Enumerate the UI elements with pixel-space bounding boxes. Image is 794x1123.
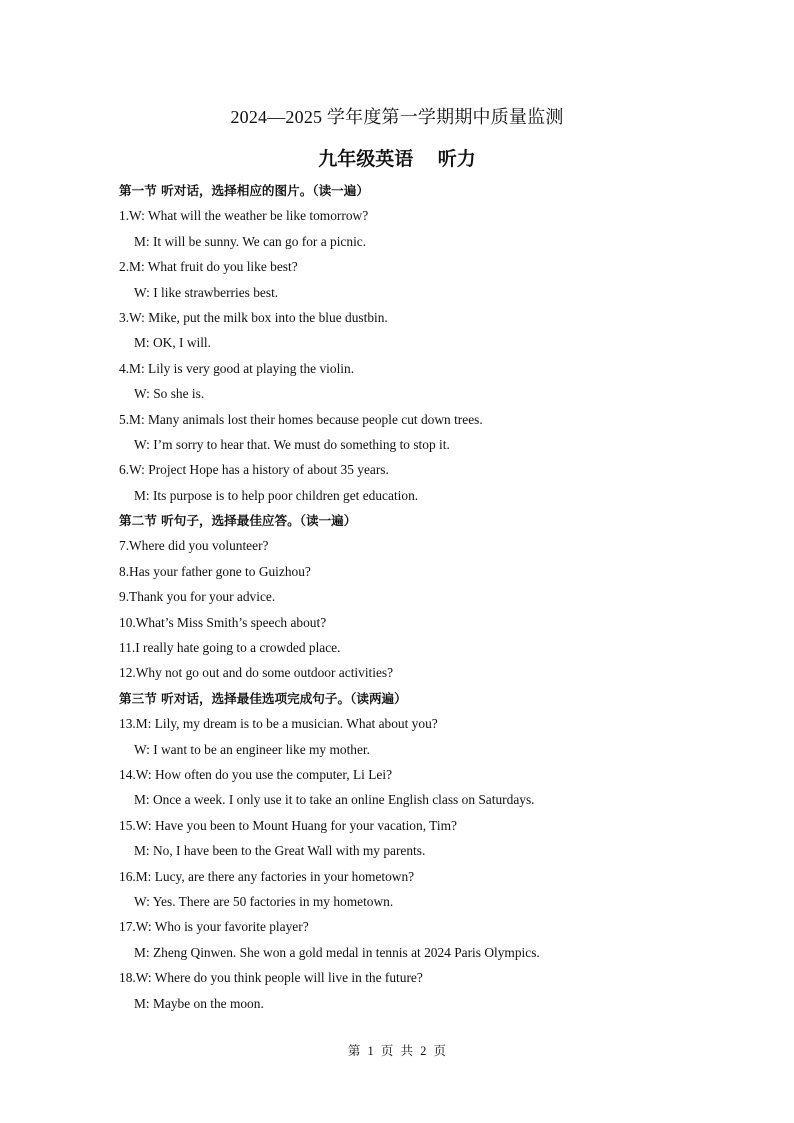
dialogue-reply: M: Maybe on the moon. bbox=[134, 995, 264, 1011]
dialogue-line: 14.W: How often do you use the computer, Li Lei? bbox=[119, 766, 393, 782]
sentence-line: 9.Thank you for your advice. bbox=[119, 589, 276, 605]
dialogue-reply: M: OK, I will. bbox=[134, 335, 211, 351]
dialogue-line: 5.M: Many animals lost their homes because people cut down trees. bbox=[119, 411, 483, 427]
section-heading: 第二节 听句子，选择最佳应答。（读一遍） bbox=[119, 513, 357, 529]
sentence-line: 12.Why not go out and do some outdoor activities? bbox=[119, 665, 394, 681]
dialogue-reply: W: I’m sorry to hear that. We must do something to stop it. bbox=[134, 436, 450, 452]
dialogue-reply: M: Once a week. I only use it to take an online English class on Saturdays. bbox=[134, 792, 535, 808]
sentence-line: 10.What’s Miss Smith’s speech about? bbox=[119, 614, 327, 630]
dialogue-line: 6.W: Project Hope has a history of about 35 years. bbox=[119, 462, 389, 478]
dialogue-line: 4.M: Lily is very good at playing the violin. bbox=[119, 360, 355, 376]
dialogue-line: 15.W: Have you been to Mount Huang for your vacation, Tim? bbox=[119, 817, 457, 833]
dialogue-line: 13.M: Lily, my dream is to be a musician. What about you? bbox=[119, 716, 438, 732]
dialogue-reply: W: Yes. There are 50 factories in my hometown. bbox=[134, 893, 394, 909]
document-subtitle: 九年级英语 听力 bbox=[318, 148, 476, 170]
dialogue-line: 17.W: Who is your favorite player? bbox=[119, 919, 309, 935]
document-title: 2024—2025 学年度第一学期期中质量监测 bbox=[230, 107, 564, 127]
dialogue-reply: M: It will be sunny. We can go for a picnic. bbox=[134, 233, 367, 249]
dialogue-line: 2.M: What fruit do you like best? bbox=[119, 259, 298, 275]
dialogue-line: 18.W: Where do you think people will live in the future? bbox=[119, 970, 423, 986]
dialogue-line: 3.W: Mike, put the milk box into the blue dustbin. bbox=[119, 309, 388, 325]
dialogue-reply: W: I like strawberries best. bbox=[134, 284, 279, 300]
dialogue-reply: M: Zheng Qinwen. She won a gold medal in tennis at 2024 Paris Olympics. bbox=[134, 944, 540, 960]
sentence-line: 11.I really hate going to a crowded place. bbox=[119, 640, 341, 656]
dialogue-reply: W: I want to be an engineer like my mother. bbox=[134, 741, 370, 757]
dialogue-line: 1.W: What will the weather be like tomorrow? bbox=[119, 208, 369, 224]
section-heading: 第一节 听对话，选择相应的图片。（读一遍） bbox=[119, 183, 369, 198]
dialogue-reply: M: Its purpose is to help poor children get education. bbox=[134, 487, 419, 503]
sentence-line: 8.Has your father gone to Guizhou? bbox=[119, 563, 311, 579]
section-heading: 第三节 听对话，选择最佳选项完成句子。（读两遍） bbox=[119, 690, 407, 706]
dialogue-reply: W: So she is. bbox=[134, 386, 205, 402]
dialogue-reply: M: No, I have been to the Great Wall with my parents. bbox=[134, 843, 426, 859]
dialogue-line: 16.M: Lucy, are there any factories in your hometown? bbox=[119, 868, 415, 884]
sentence-line: 7.Where did you volunteer? bbox=[119, 538, 269, 554]
page-number: 第 1 页 共 2 页 bbox=[347, 1044, 447, 1058]
listening-script bbox=[119, 178, 739, 1016]
